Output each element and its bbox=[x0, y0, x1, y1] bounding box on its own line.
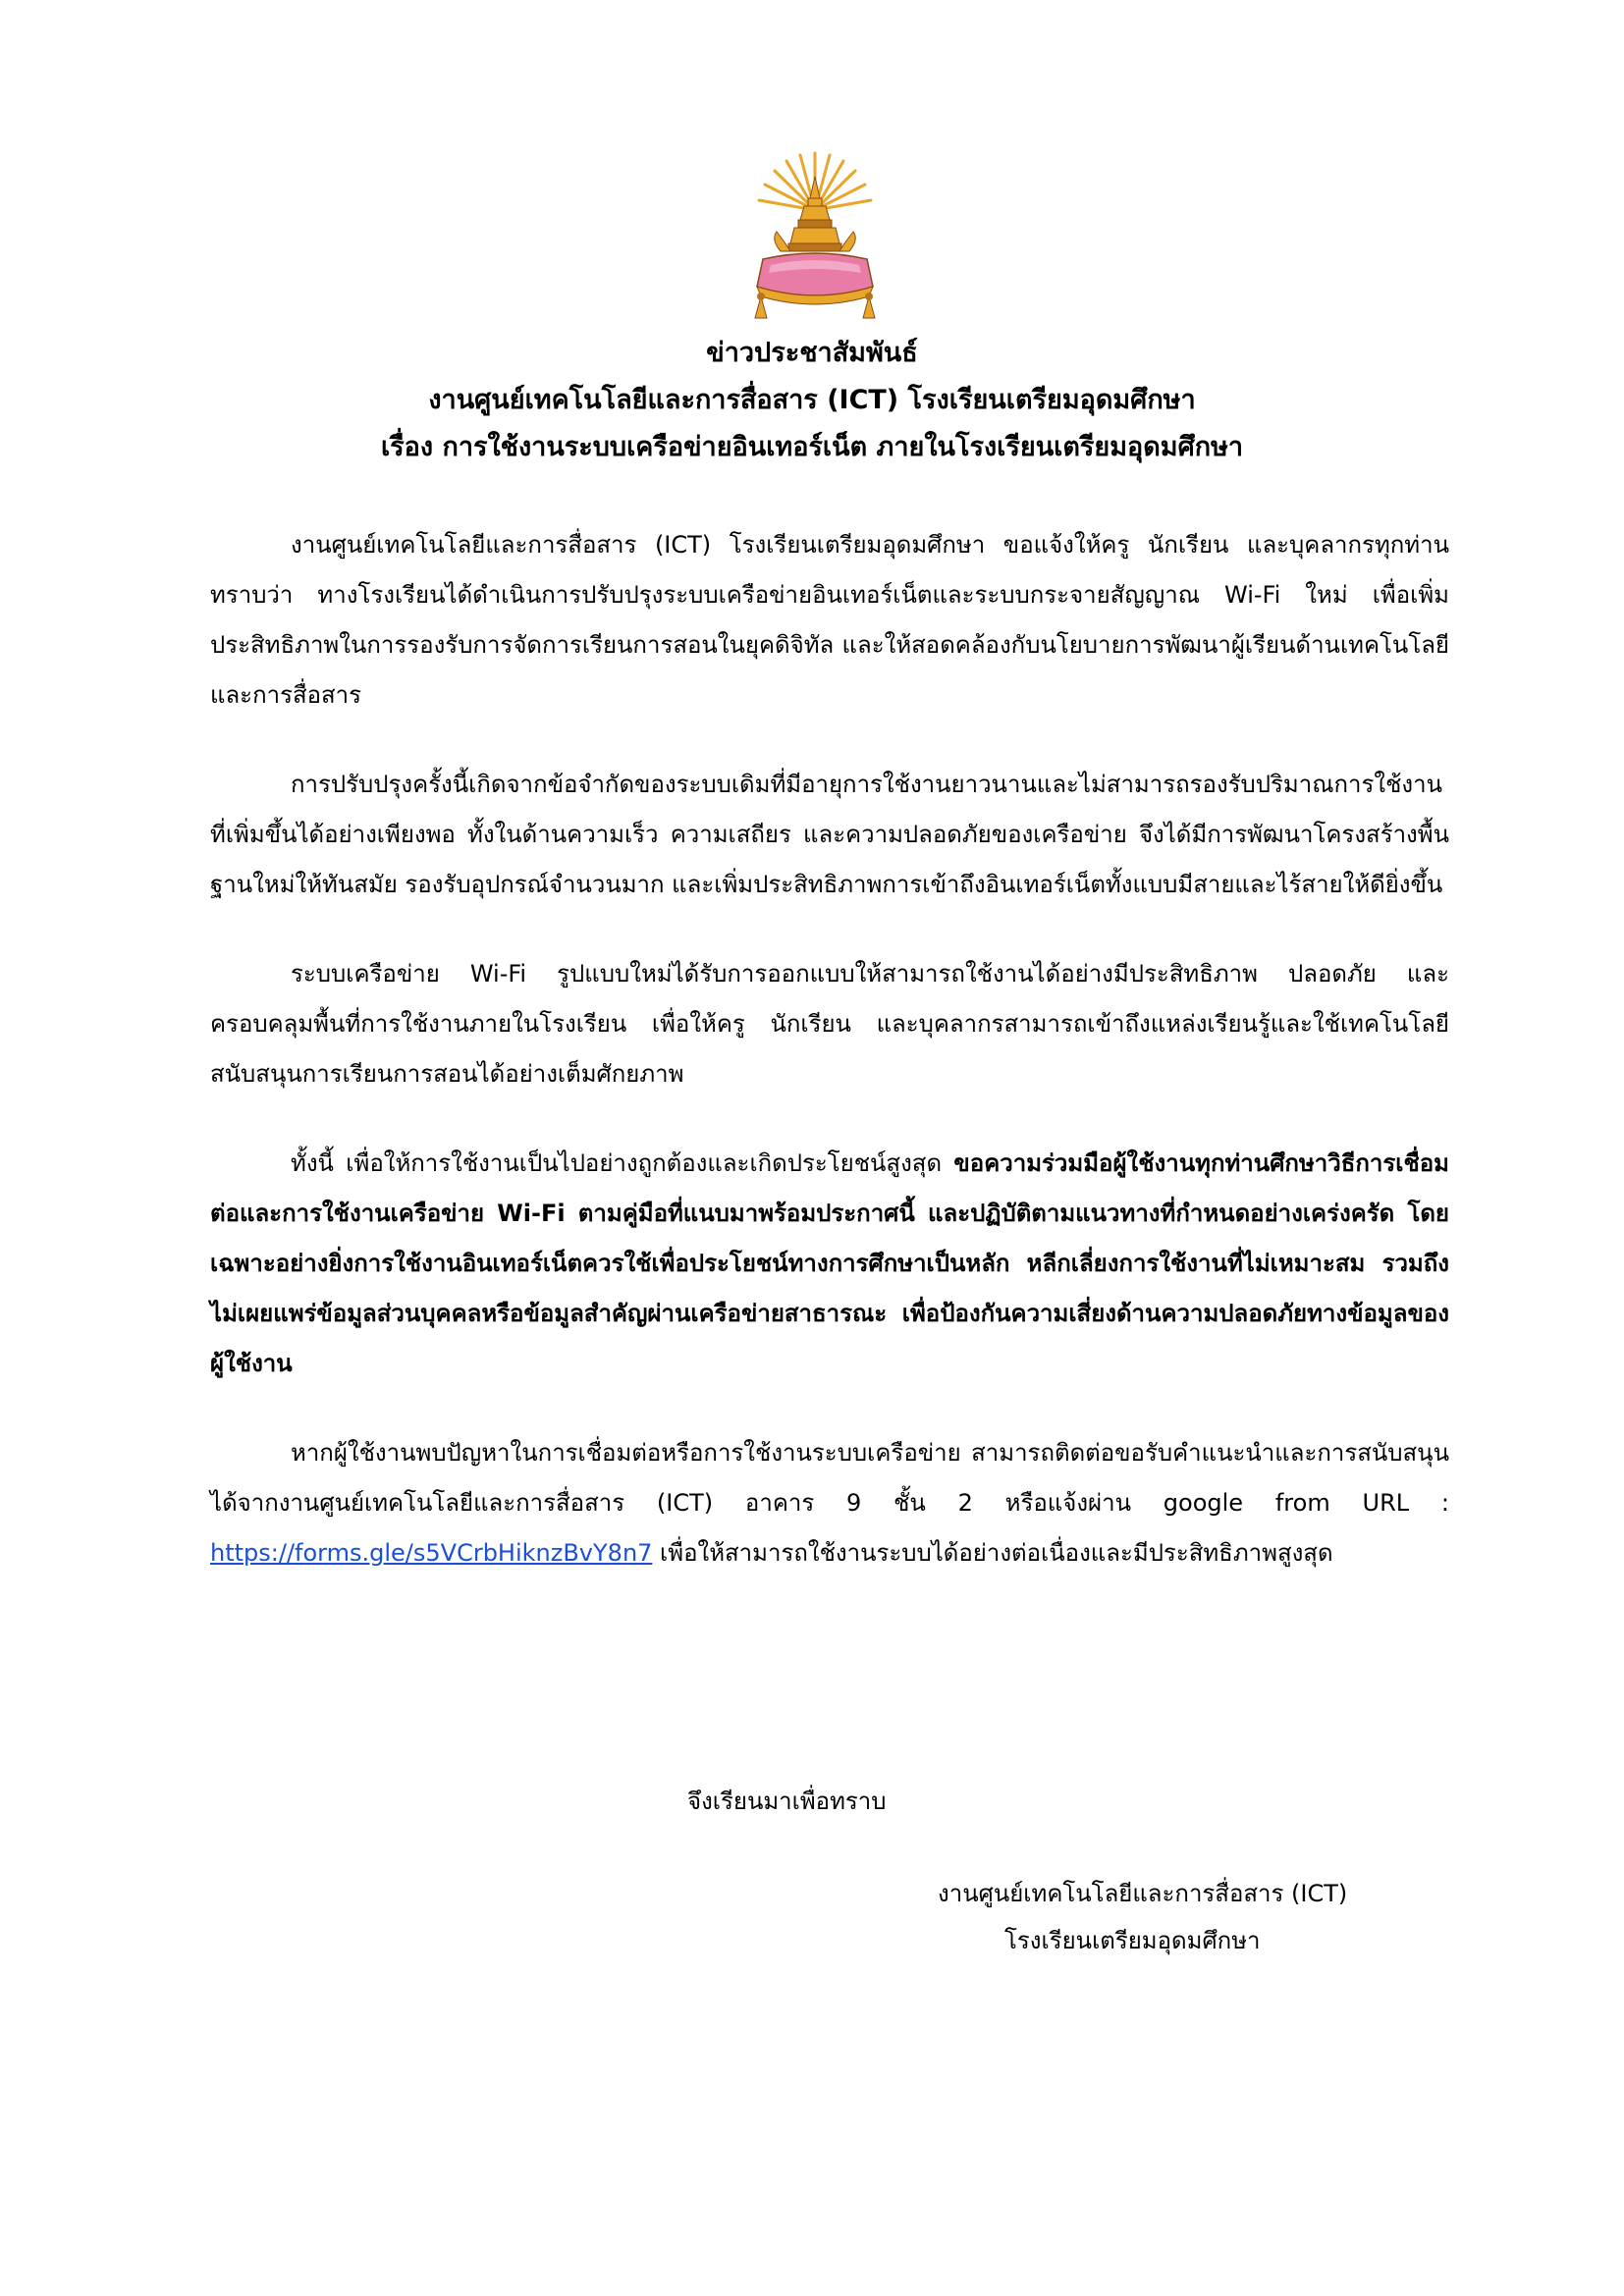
announcement-title: ข่าวประชาสัมพันธ์ bbox=[706, 338, 918, 368]
announcement-header bbox=[157, 330, 1467, 471]
signature-department: งานศูนย์เทคโนโลยีและการสื่อสาร (ICT) bbox=[938, 1880, 1348, 1907]
paragraph-3: ระบบเครือข่าย Wi-Fi รูปแบบใหม่ได้รับการออกแบบให้สามารถใช้งานได้อย่างมีประสิทธิภาพ ปลอดภัย และครอบคลุมพื้นที่การใช้งานภายในโรงเรียน เพื่อให้ครู นักเรียน และบุคลากรสามารถเข้าถึงแหล่งเรียนรู้และใช้เทคโนโลยีสนับสนุนการเรียนการสอนได้อย่างเต็มศักยภาพ bbox=[210, 960, 1449, 1088]
paragraph-4-intro: ทั้งนี้ เพื่อให้การใช้งานเป็นไปอย่างถูกต้องและเกิดประโยชน์สูงสุด bbox=[291, 1149, 954, 1177]
signature-block bbox=[938, 1870, 1429, 1964]
paragraph-2: การปรับปรุงครั้งนี้เกิดจากข้อจำกัดของระบบเดิมที่มีอายุการใช้งานยาวนานและไม่สามารถรองรับปริมาณการใช้งานที่เพิ่มขึ้นได้อย่างเพียงพอ ทั้งในด้านความเร็ว ความเสถียร และความปลอดภัยของเครือข่าย จึงได้มีการพัฒนาโครงสร้างพื้นฐานใหม่ให้ทันสมัย รองรับอุปกรณ์จำนวนมาก และเพิ่มประสิทธิภาพการเข้าถึงอินเทอร์เน็ตทั้งแบบมีสายและไร้สายให้ดียิ่งขึ้น bbox=[210, 771, 1449, 898]
signature-school: โรงเรียนเตรียมอุดมศึกษา bbox=[1004, 1927, 1261, 1954]
paragraph-1: งานศูนย์เทคโนโลยีและการสื่อสาร (ICT) โรงเรียนเตรียมอุดมศึกษา ขอแจ้งให้ครู นักเรียน และบุคลากรทุกท่านทราบว่า ทางโรงเรียนได้ดำเนินการปรับปรุงระบบเครือข่ายอินเทอร์เน็ตและระบบกระจายสัญญาณ Wi-Fi ใหม่ เพื่อเพิ่มประสิทธิภาพในการรองรับการจัดการเรียนการสอนในยุคดิจิทัล และให้สอดคล้องกับนโยบายการพัฒนาผู้เรียนด้านเทคโนโลยีและการสื่อสาร bbox=[210, 531, 1449, 709]
announcement-body bbox=[210, 520, 1449, 1618]
school-crest-icon bbox=[741, 149, 889, 326]
announcement-subject: เรื่อง การใช้งานระบบเครือข่ายอินเทอร์เน็ต ภายในโรงเรียนเตรียมอุดมศึกษา bbox=[380, 432, 1244, 462]
google-form-link[interactable]: https://forms.gle/s5VCrbHiknzBvY8n7 bbox=[210, 1539, 653, 1567]
paragraph-4 bbox=[210, 1139, 1449, 1389]
closing-line: จึงเรียนมาเพื่อทราบ bbox=[687, 1788, 887, 1815]
department-name: งานศูนย์เทคโนโลยีและการสื่อสาร (ICT) โรงเรียนเตรียมอุดมศึกษา bbox=[428, 385, 1196, 415]
paragraph-5-ending: เพื่อให้สามารถใช้งานระบบได้อย่างต่อเนื่องและมีประสิทธิภาพสูงสุด bbox=[652, 1539, 1333, 1567]
paragraph-5-text: หากผู้ใช้งานพบปัญหาในการเชื่อมต่อหรือการใช้งานระบบเครือข่าย สามารถติดต่อขอรับคำแนะนำและการสนับสนุนได้จากงานศูนย์เทคโนโลยีและการสื่อสาร (ICT) อาคาร 9 ชั้น 2 หรือแจ้งผ่าน google from URL : bbox=[210, 1439, 1449, 1517]
paragraph-4-emphasis: ขอความร่วมมือผู้ใช้งานทุกท่านศึกษาวิธีการเชื่อมต่อและการใช้งานเครือข่าย Wi-Fi ตามคู่มือที่แนบมาพร้อมประกาศนี้ และปฏิบัติตามแนวทางที่กำหนดอย่างเคร่งครัด โดยเฉพาะอย่างยิ่งการใช้งานอินเทอร์เน็ตควรใช้เพื่อประโยชน์ทางการศึกษาเป็นหลัก หลีกเลี่ยงการใช้งานที่ไม่เหมาะสม รวมถึงไม่เผยแพร่ข้อมูลส่วนบุคคลหรือข้อมูลสำคัญผ่านเครือข่ายสาธารณะ เพื่อป้องกันความเสี่ยงด้านความปลอดภัยทางข้อมูลของผู้ใช้งาน bbox=[210, 1149, 1449, 1377]
paragraph-5 bbox=[210, 1428, 1449, 1578]
